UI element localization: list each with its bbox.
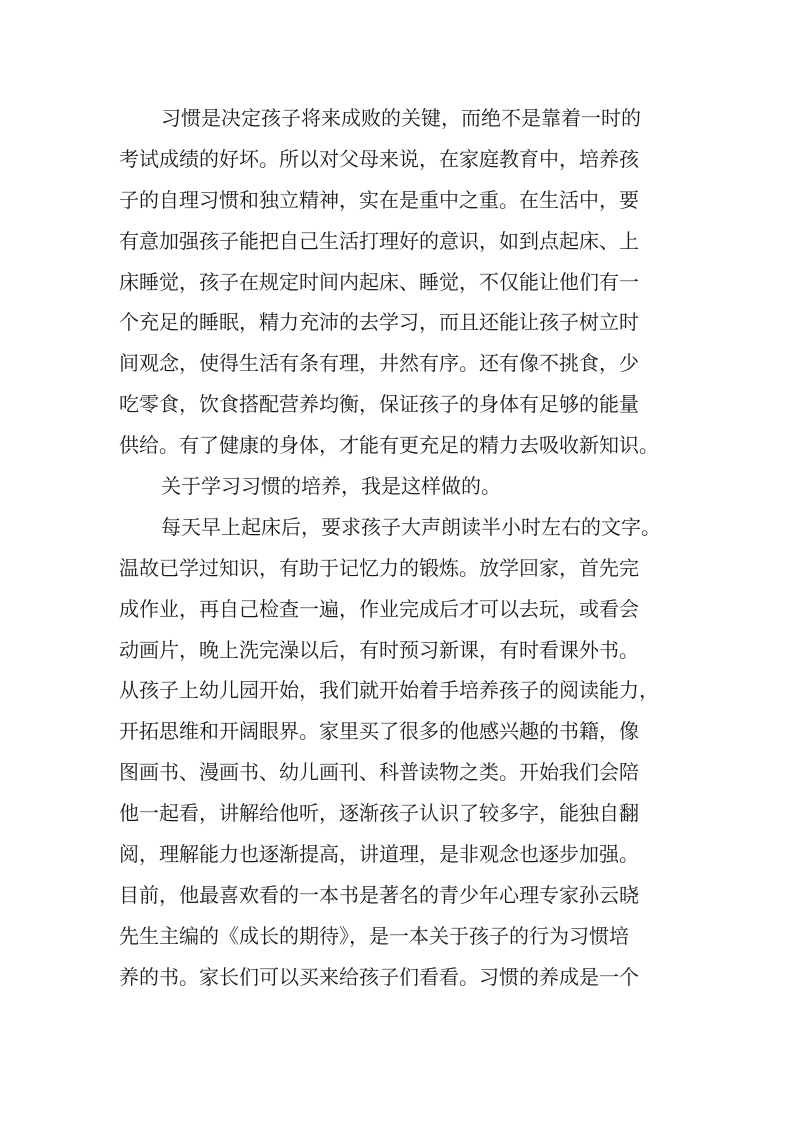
- text-line: 阅，理解能力也逐渐提高，讲道理，是非观念也逐步加强。: [119, 842, 639, 867]
- text-line: 他一起看，讲解给他听，逐渐孩子认识了较多字，能独自翻: [119, 801, 639, 826]
- text-line: 习惯是决定孩子将来成败的关键，而绝不是靠着一时的: [161, 106, 641, 130]
- text-line: 吃零食，饮食搭配营养均衡，保证孩子的身体有足够的能量: [119, 392, 639, 417]
- text-line: 动画片，晚上洗完澡以后，有时预习新课，有时看课外书。: [119, 637, 639, 662]
- text-line: 目前，他最喜欢看的一本书是著名的青少年心理专家孙云晓: [119, 882, 639, 907]
- text-line: 成作业，再自己检查一遍，作业完成后才可以去玩，或看会: [119, 596, 639, 621]
- text-line: 温故已学过知识，有助于记忆力的锻炼。放学回家，首先完: [119, 555, 639, 580]
- text-line: 考试成绩的好坏。所以对父母来说，在家庭教育中，培养孩: [119, 146, 639, 171]
- text-line: 关于学习习惯的培养，我是这样做的。: [161, 474, 501, 499]
- text-line: 供给。有了健康的身体，才能有更充足的精力去吸收新知识。: [119, 433, 659, 458]
- text-line: 从孩子上幼儿园开始，我们就开始着手培养孩子的阅读能力，: [119, 678, 659, 703]
- text-line: 间观念，使得生活有条有理，井然有序。还有像不挑食，少: [119, 351, 639, 376]
- text-line: 养的书。家长们可以买来给孩子们看看。习惯的养成是一个: [119, 964, 639, 989]
- text-line: 先生主编的《成长的期待》，是一本关于孩子的行为习惯培: [119, 923, 629, 948]
- text-line: 每天早上起床后，要求孩子大声朗读半小时左右的文字。: [161, 514, 661, 539]
- text-line: 有意加强孩子能把自己生活打理好的意识，如到点起床、上: [119, 228, 639, 253]
- text-line: 个充足的睡眠，精力充沛的去学习，而且还能让孩子树立时: [119, 310, 639, 335]
- document-body: [119, 98, 675, 998]
- text-line: 床睡觉，孩子在规定时间内起床、睡觉，不仅能让他们有一: [119, 269, 639, 294]
- text-line: 开拓思维和开阔眼界。家里买了很多的他感兴趣的书籍，像: [119, 719, 639, 744]
- text-line: 子的自理习惯和独立精神，实在是重中之重。在生活中，要: [119, 187, 639, 212]
- text-line: 图画书、漫画书、幼儿画刊、科普读物之类。开始我们会陪: [119, 760, 639, 785]
